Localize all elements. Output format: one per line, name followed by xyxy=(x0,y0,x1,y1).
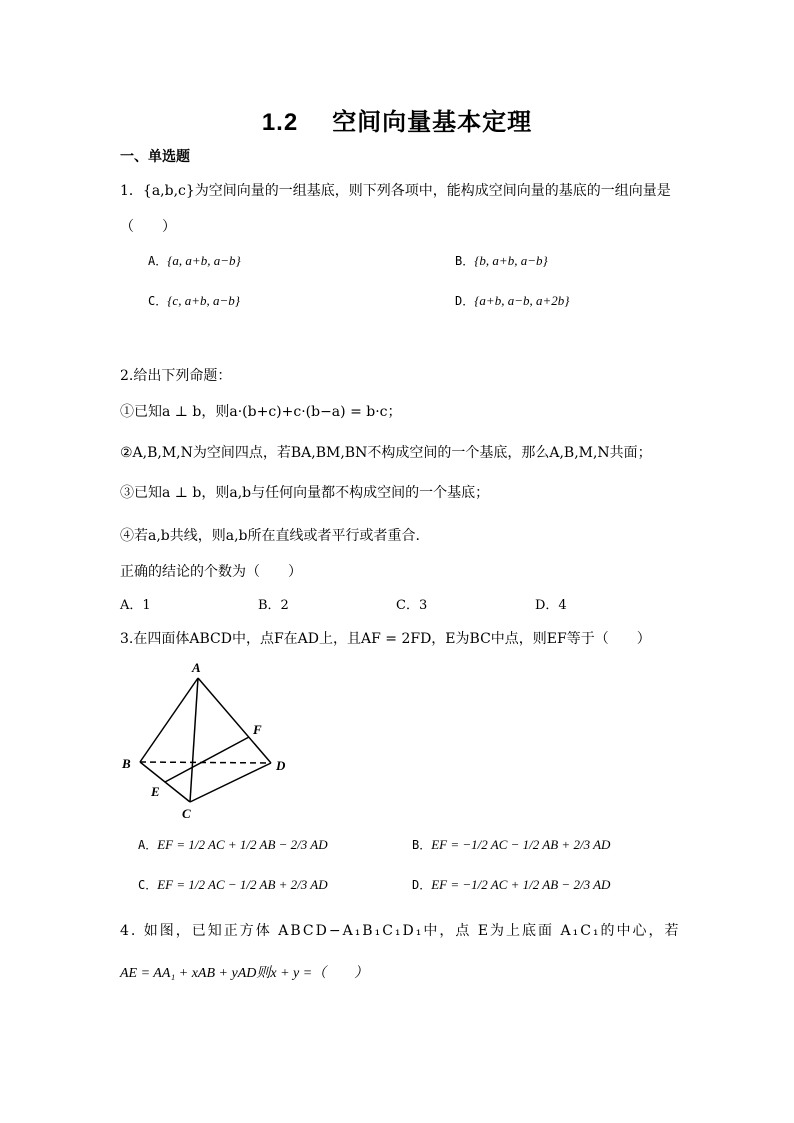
vertex-label-d: D xyxy=(276,758,286,773)
edge-ab xyxy=(140,678,198,762)
q2-stem: 2.给出下列命题： xyxy=(120,368,232,384)
q4-stem: 4. 如图，已知正方体 ABCD−A₁B₁C₁D₁中，点 E为上底面 A₁C₁的中心，若 xyxy=(120,923,681,939)
tetrahedron-figure xyxy=(118,660,298,820)
edge-ac xyxy=(190,678,198,802)
q2-item-2: ②A,B,M,N为空间四点，若BA,BM,BN不构成空间的一个基底，那么A,B,M,N共面； xyxy=(120,445,652,461)
q2-option-b: B．2 xyxy=(258,598,289,613)
q1-option-b: B．{b, a+b, a−b} xyxy=(455,253,548,268)
q1-option-c: C．{c, a+b, a−b} xyxy=(148,293,240,308)
edge-cd xyxy=(190,763,271,802)
q2-item-4: ④若a,b共线，则a,b所在直线或者平行或者重合. xyxy=(120,528,420,544)
q2-option-d: D．4 xyxy=(535,598,567,613)
q1-option-d: D．{a+b, a−b, a+2b} xyxy=(455,293,570,308)
section-heading: 一、单选题 xyxy=(120,149,190,165)
title-text: 空间向量基本定理 xyxy=(332,109,533,136)
vertex-label-a: A xyxy=(192,660,201,675)
q1-option-a: A．{a, a+b, a−b} xyxy=(148,253,241,268)
q1-stem: 1．{a,b,c}为空间向量的一组基底，则下列各项中，能构成空间向量的基底的一组向量是 xyxy=(120,183,671,199)
point-label-f: F xyxy=(253,722,262,737)
q2-option-a: A．1 xyxy=(120,598,151,613)
q2-item-1: ①已知a ⊥ b，则a·(b+c)+c·(b−a) = b·c； xyxy=(120,404,402,420)
q4-formula: AE = AA₁ + xAB + yAD则x + y =（ ） xyxy=(120,966,369,981)
vertex-label-c: C xyxy=(182,806,191,820)
edge-bd-hidden xyxy=(140,762,271,763)
edge-ad xyxy=(198,678,271,763)
q3-option-c: C．EF = 1/2 AC − 1/2 AB + 2/3 AD xyxy=(138,877,328,892)
q3-option-a: A．EF = 1/2 AC + 1/2 AB − 2/3 AD xyxy=(138,837,328,852)
q1-paren: （ ） xyxy=(120,219,176,235)
point-label-e: E xyxy=(151,784,160,799)
q3-option-d: D．EF = −1/2 AC + 1/2 AB − 2/3 AD xyxy=(412,877,611,892)
q2-item-3: ③已知a ⊥ b，则a,b与任何向量都不构成空间的一个基底； xyxy=(120,485,490,501)
q3-stem: 3.在四面体ABCD中，点F在AD上，且AF = 2FD，E为BC中点，则EF等于（ ） xyxy=(120,631,651,647)
vertex-label-b: B xyxy=(122,756,131,771)
q2-ask: 正确的结论的个数为（ ） xyxy=(120,564,302,580)
segment-ef xyxy=(165,737,249,782)
page-title xyxy=(0,102,794,137)
title-number: 1.2 xyxy=(261,109,299,136)
q2-option-c: C．3 xyxy=(396,598,428,613)
q3-option-b: B．EF = −1/2 AC − 1/2 AB + 2/3 AD xyxy=(412,837,611,852)
